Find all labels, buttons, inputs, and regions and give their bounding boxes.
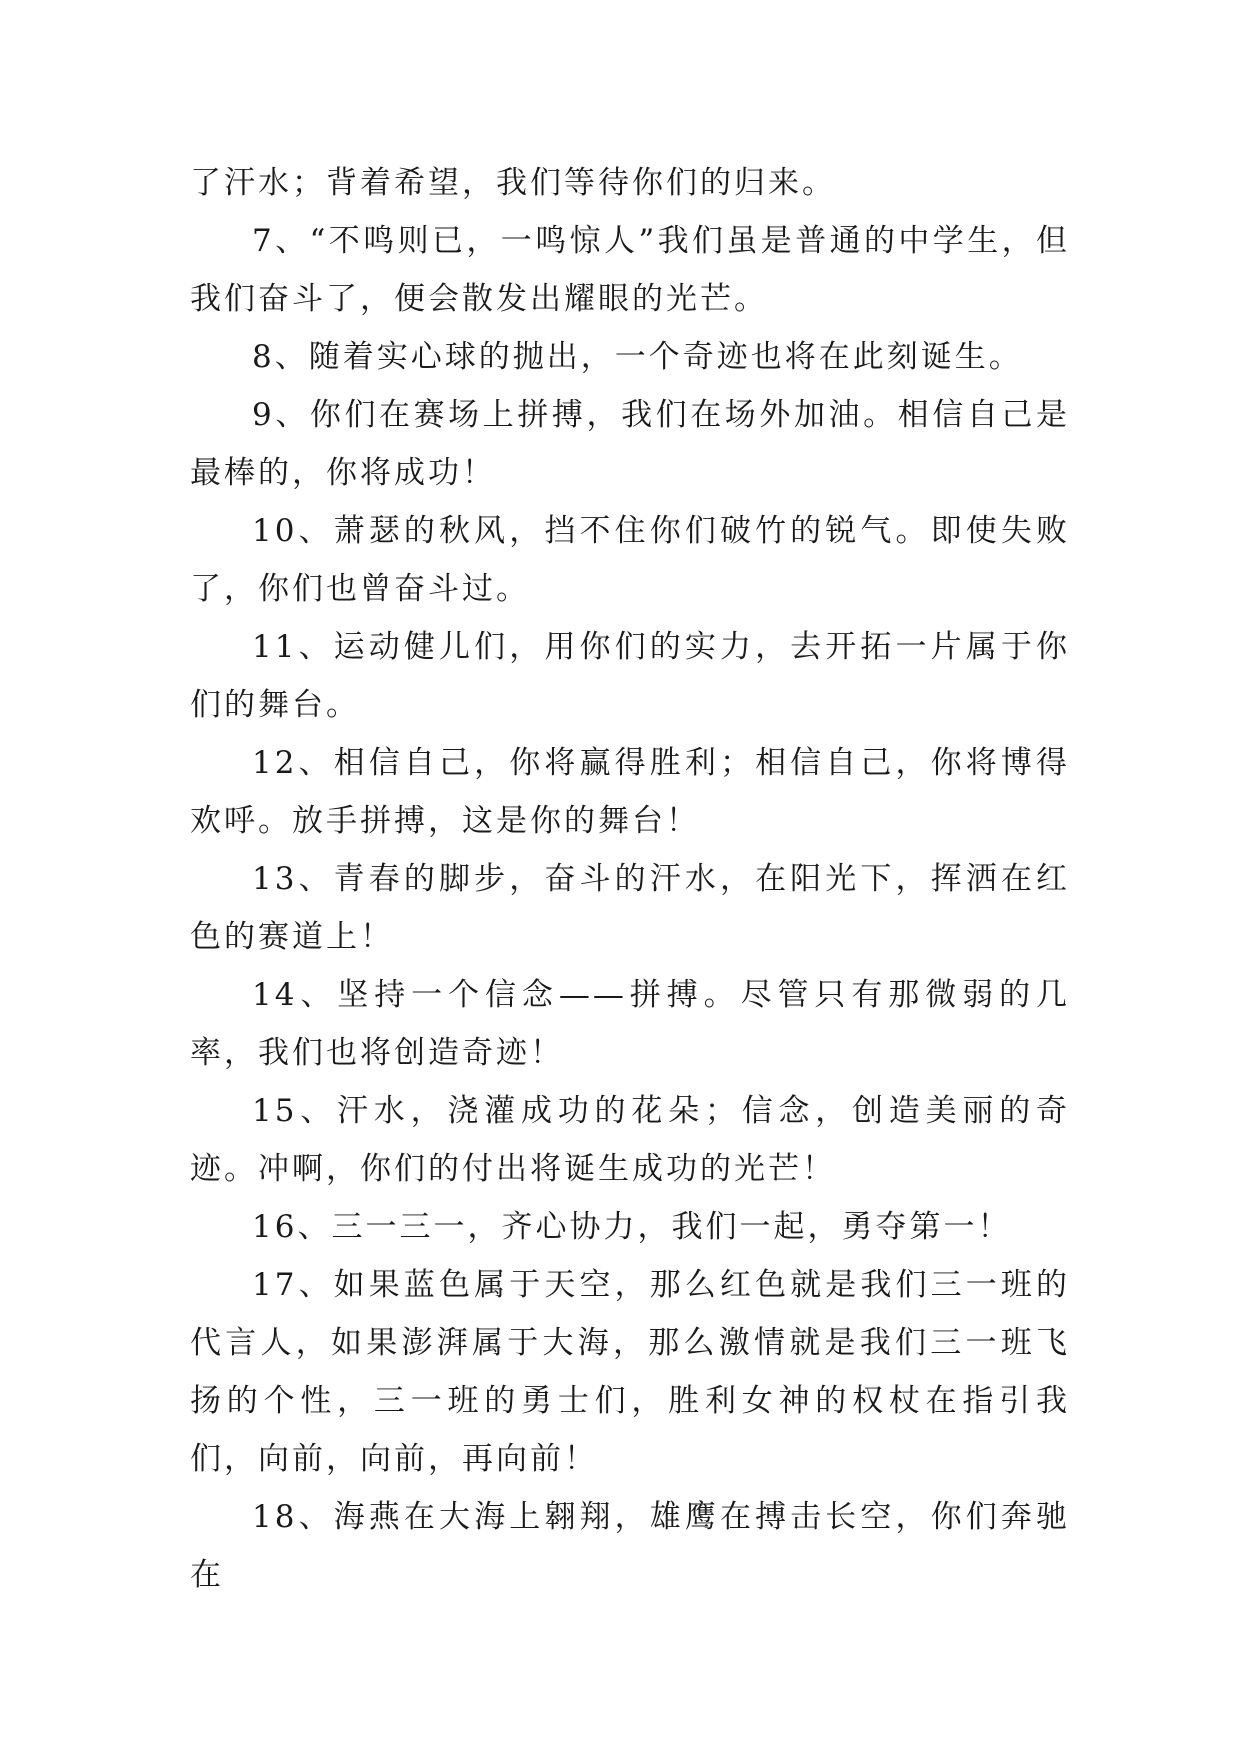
paragraph-12: 12、相信自己，你将赢得胜利；相信自己，你将博得欢呼。放手拼搏，这是你的舞台！: [190, 745, 1070, 839]
paragraph-17: 17、如果蓝色属于天空，那么红色就是我们三一班的代言人，如果澎湃属于大海，那么激情就是我们三一班飞扬的个性，三一班的勇士们，胜利女神的权杖在指引我们，向前，向前，再向前！: [190, 1267, 1070, 1477]
paragraph-6-continuation: 了汗水；背着希望，我们等待你们的归来。: [190, 165, 836, 201]
paragraph-16: 16、三一三一，齐心协力，我们一起，勇夺第一！: [252, 1209, 1012, 1245]
paragraph-7: 7、“不鸣则已，一鸣惊人”我们虽是普通的中学生，但我们奋斗了，便会散发出耀眼的光芒。: [190, 223, 1070, 317]
paragraph-13: 13、青春的脚步，奋斗的汗水，在阳光下，挥洒在红色的赛道上！: [190, 861, 1070, 955]
paragraph-8: 8、随着实心球的抛出，一个奇迹也将在此刻诞生。: [252, 339, 1023, 375]
paragraph-11: 11、运动健儿们，用你们的实力，去开拓一片属于你们的舞台。: [190, 629, 1070, 723]
paragraph-9: 9、你们在赛场上拼搏，我们在场外加油。相信自己是最棒的，你将成功！: [190, 397, 1070, 491]
paragraph-18: 18、海燕在大海上翱翔，雄鹰在搏击长空，你们奔驰在: [190, 1499, 1070, 1593]
document-body: [190, 154, 1070, 1604]
paragraph-15: 15、汗水，浇灌成功的花朵；信念，创造美丽的奇迹。冲啊，你们的付出将诞生成功的光芒！: [190, 1093, 1070, 1187]
paragraph-14: 14、坚持一个信念——拼搏。尽管只有那微弱的几率，我们也将创造奇迹！: [190, 977, 1070, 1071]
paragraph-10: 10、萧瑟的秋风，挡不住你们破竹的锐气。即使失败了，你们也曾奋斗过。: [190, 513, 1070, 607]
